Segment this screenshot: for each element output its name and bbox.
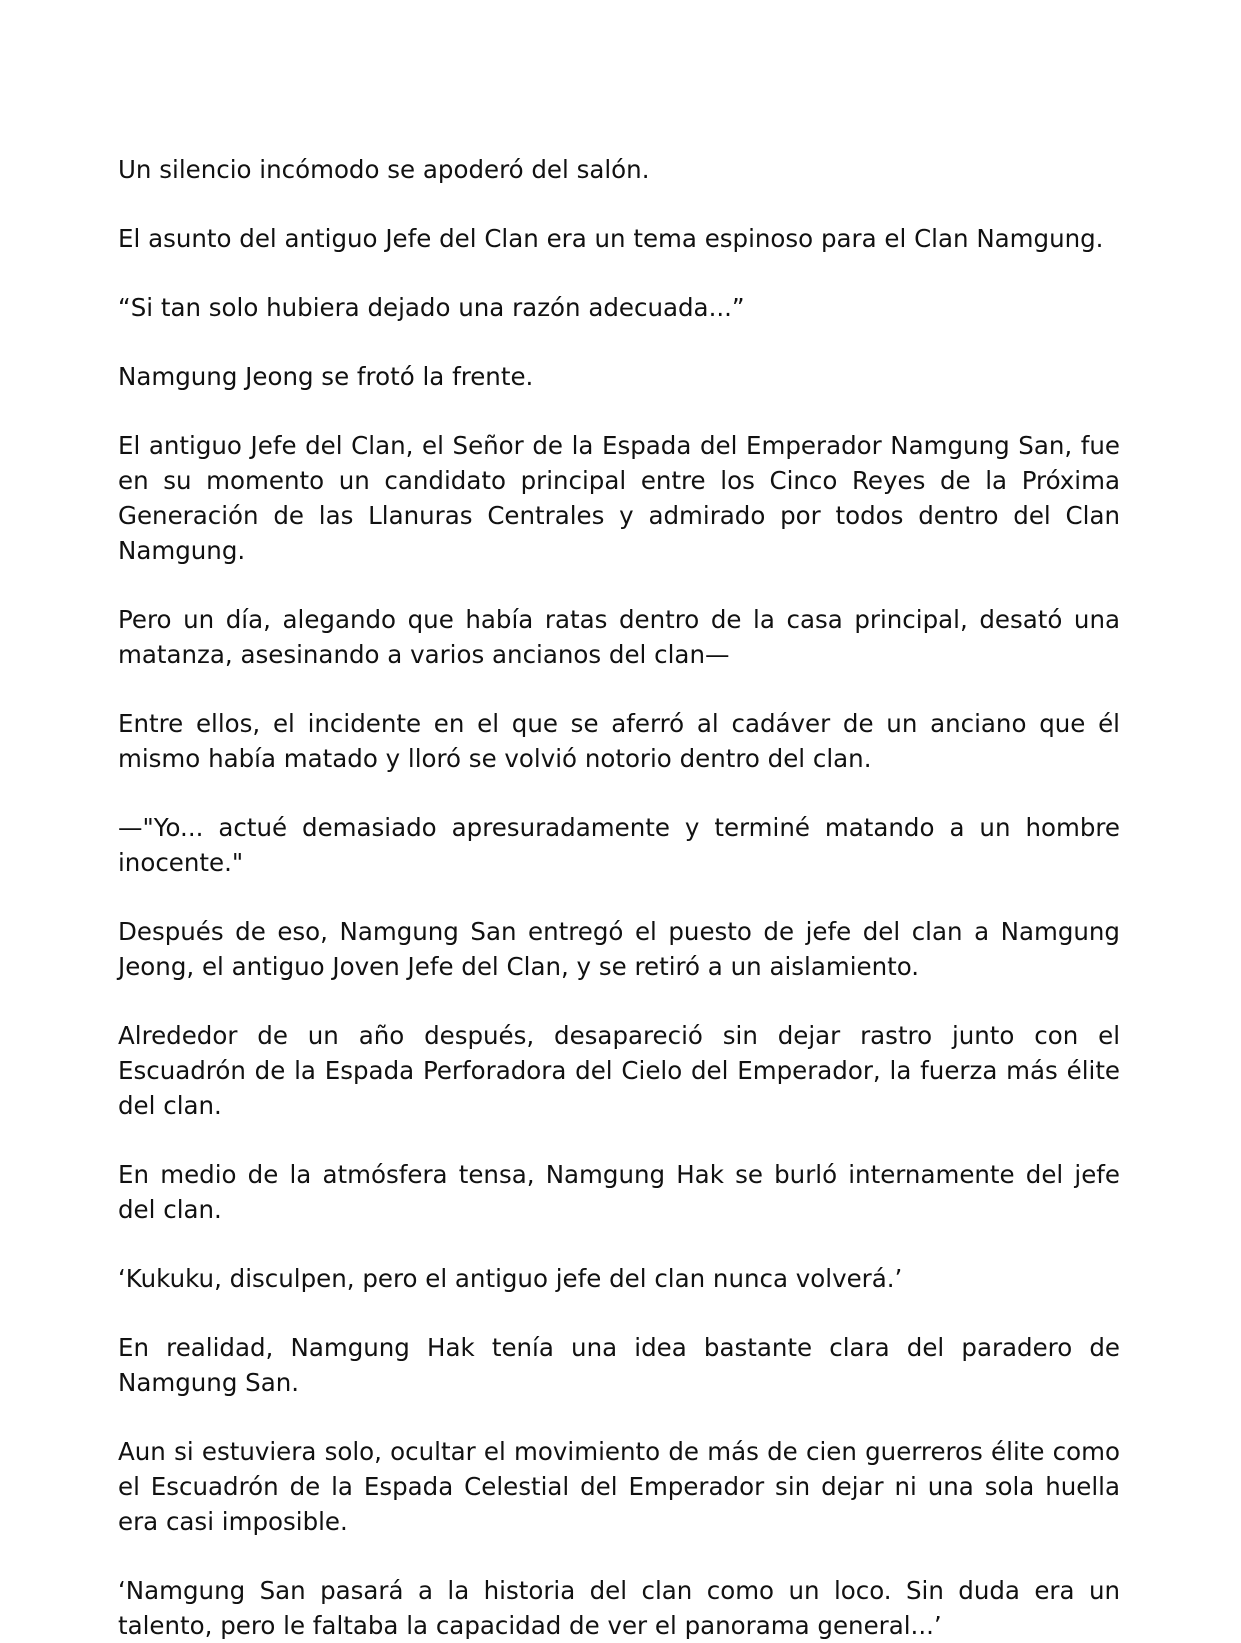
paragraph: —"Yo... actué demasiado apresuradamente y terminé matando a un hombre inocente." [118, 813, 1120, 877]
paragraph: En realidad, Namgung Hak tenía una idea bastante clara del paradero de Namgung San. [118, 1333, 1120, 1397]
paragraph: Después de eso, Namgung San entregó el puesto de jefe del clan a Namgung Jeong, el antiguo Joven Jefe del Clan, y se retiró a un aislamiento. [118, 917, 1120, 981]
paragraph: Entre ellos, el incidente en el que se aferró al cadáver de un anciano que él mismo había matado y lloró se volvió notorio dentro del clan. [118, 709, 1120, 773]
paragraph: En medio de la atmósfera tensa, Namgung Hak se burló internamente del jefe del clan. [118, 1160, 1120, 1224]
paragraph: El asunto del antiguo Jefe del Clan era un tema espinoso para el Clan Namgung. [118, 224, 1104, 253]
paragraph: ‘Namgung San pasará a la historia del clan como un loco. Sin duda era un talento, pero le faltaba la capacidad de ver el panorama general...’ [118, 1576, 1120, 1640]
paragraph: Aun si estuviera solo, ocultar el movimiento de más de cien guerreros élite como el Escuadrón de la Espada Celestial del Emperador sin dejar ni una sola huella era casi imposible. [118, 1437, 1120, 1536]
paragraph: Namgung Jeong se frotó la frente. [118, 362, 534, 391]
paragraph: Pero un día, alegando que había ratas dentro de la casa principal, desató una matanza, asesinando a varios ancianos del clan— [118, 605, 1120, 669]
paragraph: Alrededor de un año después, desapareció sin dejar rastro junto con el Escuadrón de la Espada Perforadora del Cielo del Emperador, la fuerza más élite del clan. [118, 1021, 1120, 1120]
paragraph: El antiguo Jefe del Clan, el Señor de la Espada del Emperador Namgung San, fue en su momento un candidato principal entre los Cinco Reyes de la Próxima Generación de las Llanuras Centrales y admirado por todos dentro del Clan Namgung. [118, 431, 1120, 565]
document-body [118, 152, 1120, 1643]
paragraph: “Si tan solo hubiera dejado una razón adecuada...” [118, 293, 745, 322]
paragraph: Un silencio incómodo se apoderó del salón. [118, 155, 650, 184]
paragraph: ‘Kukuku, disculpen, pero el antiguo jefe del clan nunca volverá.’ [118, 1264, 903, 1293]
